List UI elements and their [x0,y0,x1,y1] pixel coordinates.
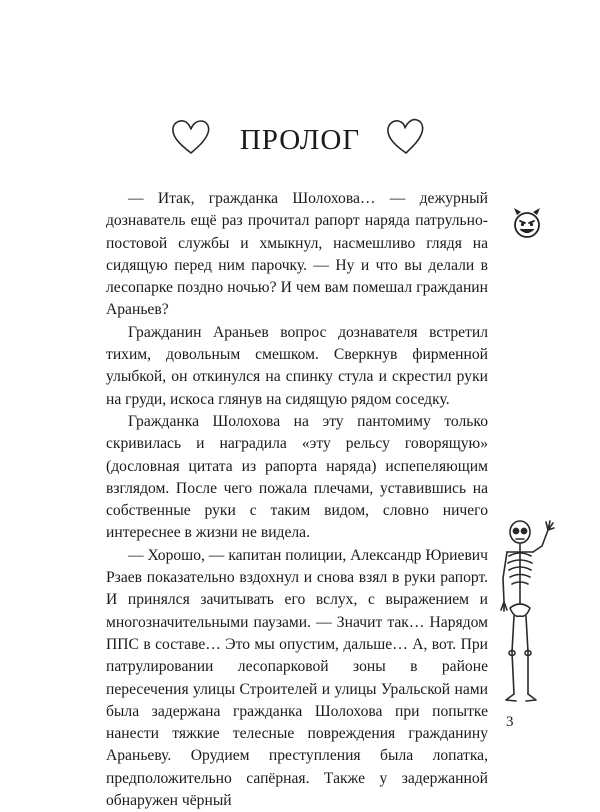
waving-skeleton-icon [494,516,558,712]
chapter-heading [0,112,600,172]
paragraph: Гражданка Шолохова на эту пантомиму только скривилась и наградила «эту рельсу говорящую» (дословная цитата из рапорта наряда) испепеляющим взглядом. После чего пожала плечами, уставившись на собственные руки с таким видом, словно ничего интереснее в жизни не видела. [106,412,488,542]
body-text [106,188,488,812]
paragraph: — Итак, гражданка Шолохова… — дежурный дознаватель ещё раз прочитал рапорт наряда патрульно-постовой службы и хмыкнул, насмешливо глядя на сидящую перед ним парочку. — Ну и что вы делали в лесопарке поздно ночью? И чем вам помешал гражданин Араньев? [106,190,488,319]
heart-outline-icon [384,116,426,156]
devil-emoji-icon [510,206,544,240]
page-number: 3 [506,714,514,730]
paragraph: Гражданин Араньев вопрос дознавателя встретил тихим, довольным смешком. Сверкнув фирменной улыбкой, он откинулся на спинку стула и скрестил руки на груди, искоса глянув на сидящую рядом соседку. [106,323,488,408]
paragraph: — Хорошо, — капитан полиции, Александр Юриевич Рзаев показательно вздохнул и снова взял в руки рапорт. И принялся зачитывать его вслух, с выражением и многозначительными паузами. — Значит так… Нарядом ППС в составе… Это мы опустим, дальше… А, вот. При патрулировании лесопарковой зоны в районе пересечения улицы Строителей и улицы Уральской нами была задержана гражданка Шолохова при попытке нанести тяжкие телесные повреждения гражданину Араньеву. Орудием преступления была лопатка, предположительно сапёрная. Также у задержанной обнаружен чёрный [106,546,488,810]
chapter-title: ПРОЛОГ [239,124,361,156]
